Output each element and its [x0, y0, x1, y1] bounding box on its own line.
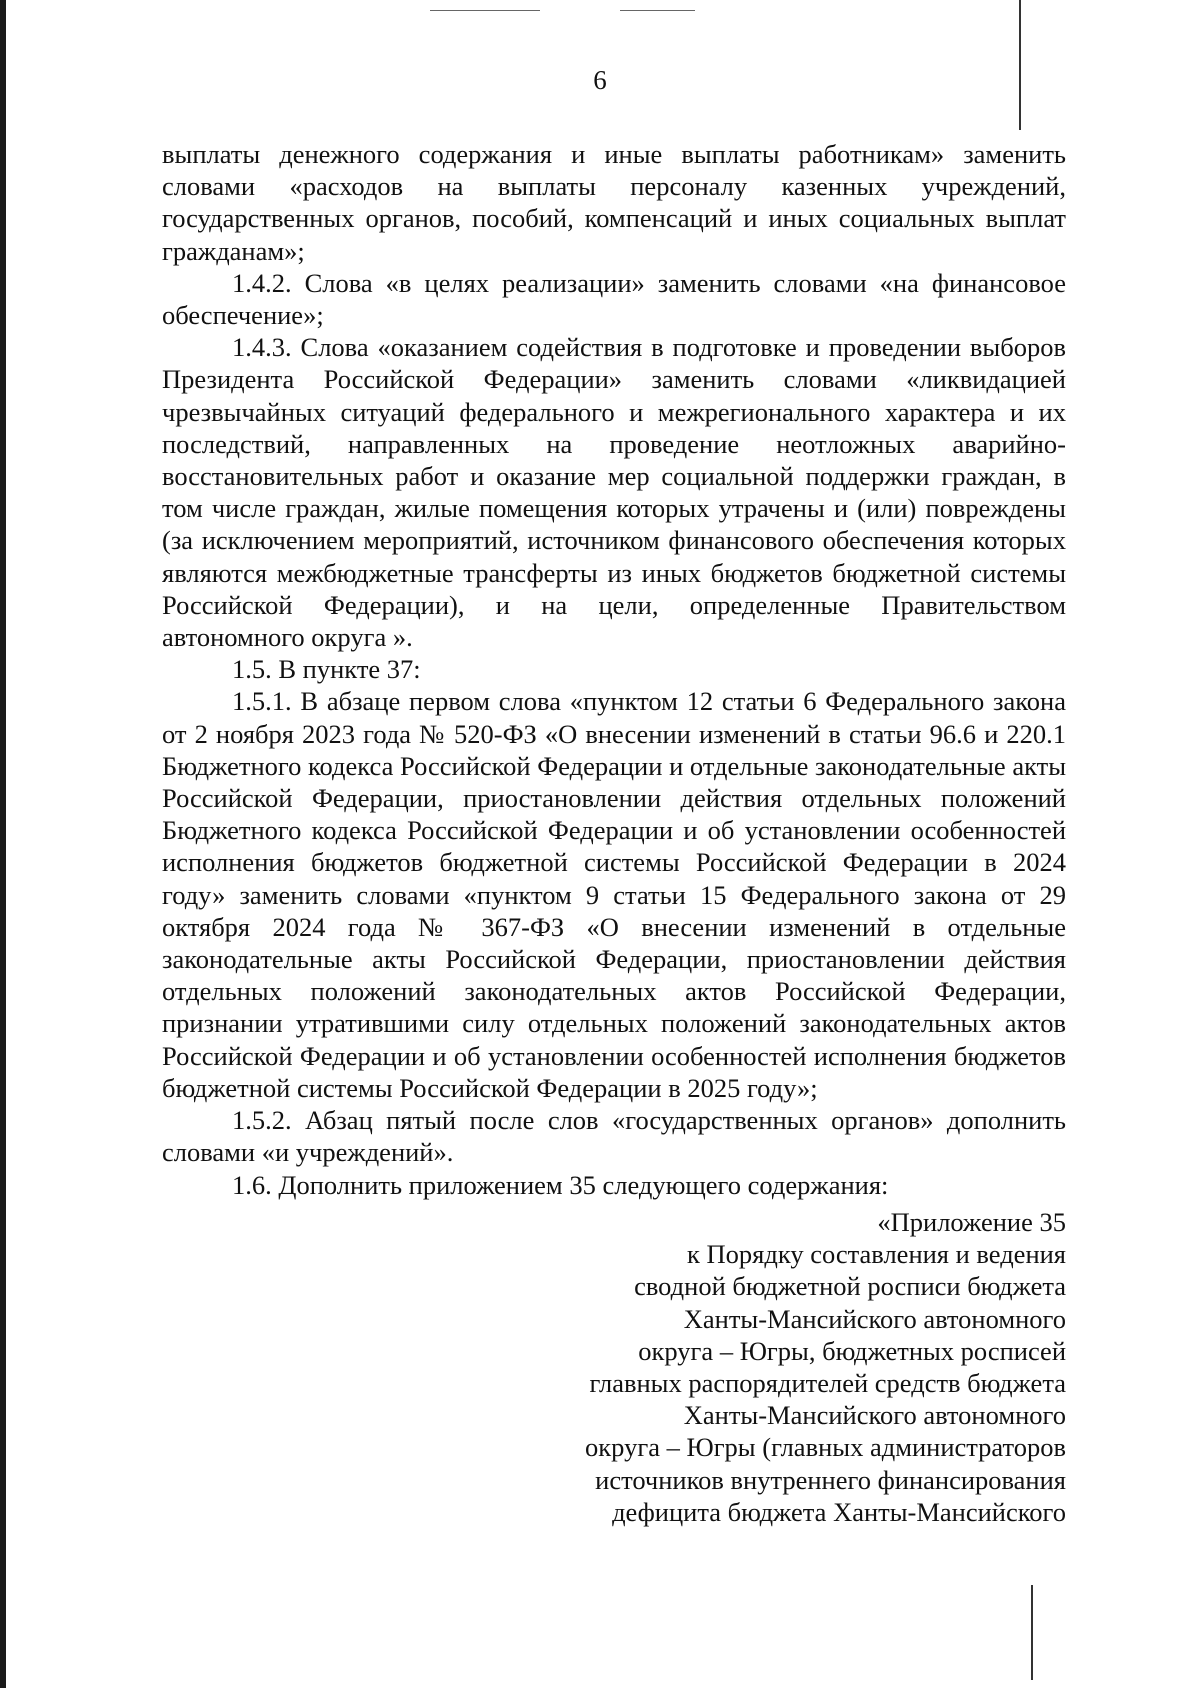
scan-artifact-top-right — [620, 10, 695, 11]
scan-edge-left — [0, 0, 6, 1688]
appendix-line: к Порядку составления и ведения — [687, 1239, 1066, 1270]
appendix-heading — [506, 1206, 1066, 1528]
paragraph-1-5-1: 1.5.1. В абзаце первом слова «пунктом 12 статьи 6 Федерального закона от 2 ноября 2023 года № 520-ФЗ «О внесении изменений в статьи 96.6 и 220.1 Бюджетного кодекса Российской Федерации и отдельные законодательные акты Российской Федерации, приостановлении действия отдельных положений Бюджетного кодекса Российской Федерации и об установлении особенностей исполнения бюджетов бюджетной системы Российской Федерации в 2024 году» заменить словами «пунктом 9 статьи 15 Федерального закона от 29 октября 2024 года № 367-ФЗ «О внесении изменений в отдельные законодательные акты Российской Федерации, приостановлении действия отдельных положений законодательных актов Российской Федерации, признании утратившими силу отдельных положений законодательных актов Российской Федерации и об установлении особенностей исполнения бюджетов бюджетной системы Российской Федерации в 2025 году»; — [162, 686, 1066, 1103]
paragraph-1-4-2: 1.4.2. Слова «в целях реализации» заменить словами «на финансовое обеспечение»; — [162, 267, 1066, 331]
paragraph-1-4-3: 1.4.3. Слова «оказанием содействия в подготовке и проведении выборов Президента Российской Федерации» заменить словами «ликвидацией чрезвычайных ситуаций федерального и межрегионального характера и их последствий, направленных на проведение неотложных аварийно-восстановительных работ и оказание мер социальной поддержки граждан, в том числе граждан, жилые помещения которых утрачены и (или) повреждены (за исключением мероприятий, источником финансового обеспечения которых являются межбюджетные трансферты из иных бюджетов бюджетной системы Российской Федерации), и на цели, определенные Правительством автономного округа ». — [162, 332, 1066, 653]
appendix-line: Ханты-Мансийского автономного — [683, 1303, 1066, 1334]
scan-line-right-bottom — [1031, 1585, 1033, 1680]
paragraph-1-6: 1.6. Дополнить приложением 35 следующего содержания: — [232, 1169, 889, 1200]
page-number: 6 — [593, 65, 607, 95]
appendix-line: источников внутреннего финансирования — [595, 1464, 1066, 1495]
appendix-line: дефицита бюджета Ханты-Мансийского — [612, 1496, 1066, 1527]
appendix-line: округа – Югры (главных администраторов — [585, 1432, 1066, 1463]
appendix-line: Ханты-Мансийского автономного — [683, 1400, 1066, 1431]
appendix-line: округа – Югры, бюджетных росписей — [638, 1335, 1066, 1366]
appendix-line: «Приложение 35 — [877, 1207, 1066, 1237]
scan-artifact-top-left — [430, 10, 540, 11]
document-body — [162, 138, 1066, 1201]
paragraph-1-5: 1.5. В пункте 37: — [232, 654, 421, 685]
paragraph-1: выплаты денежного содержания и иные выплаты работникам» заменить словами «расходов на выплаты персоналу казенных учреждений, государственных органов, пособий, компенсаций и иных социальных выплат гражданам»; — [162, 139, 1066, 266]
appendix-line: сводной бюджетной росписи бюджета — [634, 1271, 1066, 1302]
paragraph-1-5-2: 1.5.2. Абзац пятый после слов «государственных органов» дополнить словами «и учреждений». — [162, 1105, 1066, 1168]
appendix-line: главных распорядителей средств бюджета — [589, 1368, 1066, 1399]
